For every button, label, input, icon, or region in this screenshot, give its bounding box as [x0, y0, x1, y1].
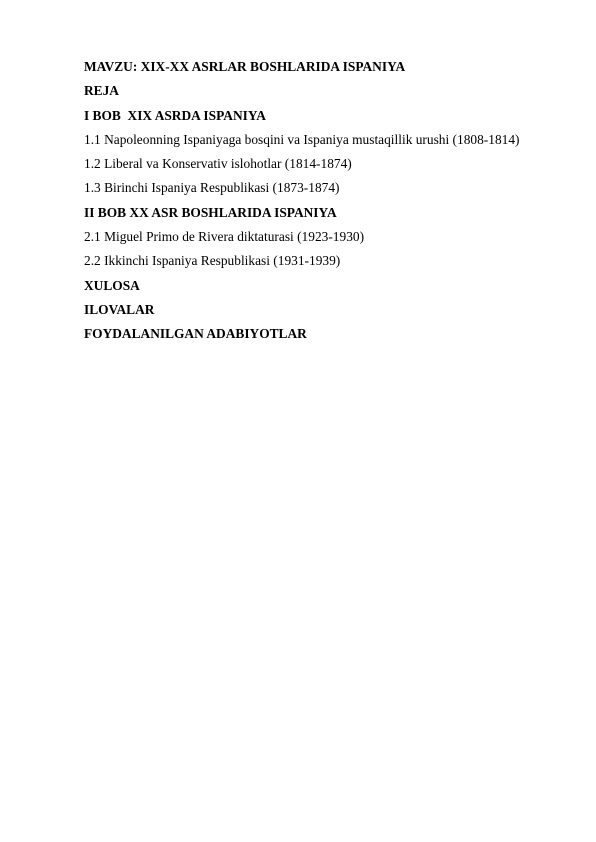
section-1-1: 1.1 Napoleonning Ispaniyaga bosqini va Ispaniya mustaqillik urushi (1808-1814)	[84, 131, 520, 147]
appendices-heading: ILOVALAR	[84, 301, 155, 317]
plan-heading: REJA	[84, 83, 119, 99]
section-1-3: 1.3 Birinchi Ispaniya Respublikasi (1873-1874)	[84, 180, 340, 196]
section-2-2: 2.2 Ikkinchi Ispaniya Respublikasi (1931-1939)	[84, 253, 341, 269]
conclusion-heading: XULOSA	[84, 277, 140, 293]
chapter-1-title: I BOB XIX ASRDA ISPANIYA	[84, 107, 266, 123]
chapter-2-title: II BOB XX ASR BOSHLARIDA ISPANIYA	[84, 204, 337, 220]
section-2-1: 2.1 Miguel Primo de Rivera diktaturasi (1923-1930)	[84, 229, 365, 245]
section-1-2: 1.2 Liberal va Konservativ islohotlar (1814-1874)	[84, 156, 352, 172]
table-of-contents	[84, 55, 564, 347]
references-heading: FOYDALANILGAN ADABIYOTLAR	[84, 326, 307, 342]
topic-title: MAVZU: XIX-XX ASRLAR BOSHLARIDA ISPANIYA	[84, 59, 406, 74]
